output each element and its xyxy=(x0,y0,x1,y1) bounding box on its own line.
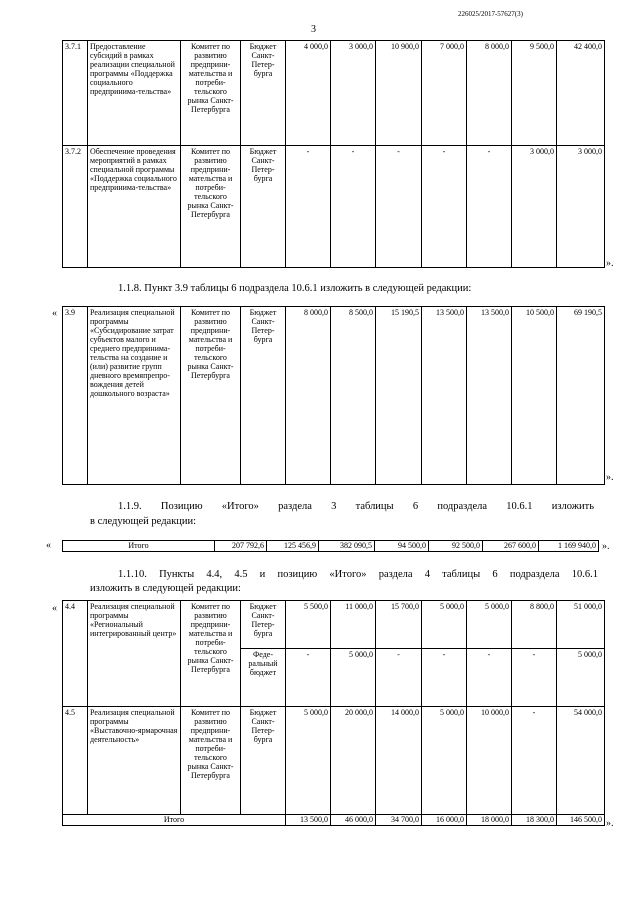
row-name: Обеспечение проведения мероприятий в рамках специальной программы «Поддержка социального предпринима-тельства» xyxy=(88,146,181,268)
row-value: 10 000,0 xyxy=(467,707,512,815)
total-sum: 146 500,0 xyxy=(557,815,605,826)
row-value: 14 000,0 xyxy=(376,707,422,815)
total-value: 46 000,0 xyxy=(331,815,376,826)
row-value: 3 000,0 xyxy=(331,41,376,146)
row-source: Бюджет Санкт-Петер-бурга xyxy=(241,41,286,146)
row-value: 7 000,0 xyxy=(422,41,467,146)
row-name: Реализация специальной программы «Субсидирование затрат субъектов малого и среднего предпринима-тельства на создание и (или) развитие групп дневного времяпрепро-вождения детей дошкольного возраста» xyxy=(88,307,181,485)
row-source: Бюджет Санкт-Петер-бурга xyxy=(241,146,286,268)
row-number: 3.7.2 xyxy=(63,146,88,268)
paragraph-1-1-10: 1.1.10. Пункты 4.4, 4.5 и позицию «Итого» раздела 4 таблицы 6 подраздела 10.6.1 xyxy=(118,569,598,580)
row-source: Феде-ральный бюджет xyxy=(241,649,286,707)
opening-quote: « xyxy=(46,540,51,551)
closing-quote: ». xyxy=(606,472,614,483)
closing-quote: ». xyxy=(602,541,610,552)
row-value: 8 000,0 xyxy=(467,41,512,146)
row-name: Реализация специальной программы «Региональный интегрированный центр» xyxy=(88,601,181,707)
total-value: 125 456,9 xyxy=(267,541,319,552)
row-value: 5 000,0 xyxy=(286,707,331,815)
row-number: 3.7.1 xyxy=(63,41,88,146)
total-label: Итого xyxy=(63,815,286,826)
table-row xyxy=(63,815,605,826)
table-item-3-9 xyxy=(62,306,605,485)
total-sum: 1 169 940,0 xyxy=(539,541,599,552)
row-value: 8 000,0 xyxy=(286,307,331,485)
row-number: 4.5 xyxy=(63,707,88,815)
row-value: - xyxy=(512,707,557,815)
row-number: 4.4 xyxy=(63,601,88,707)
row-value: 9 500,0 xyxy=(512,41,557,146)
row-value: 5 000,0 xyxy=(467,601,512,649)
row-value: 10 500,0 xyxy=(512,307,557,485)
total-value: 34 700,0 xyxy=(376,815,422,826)
paragraph-1-1-8: 1.1.8. Пункт 3.9 таблицы 6 подраздела 10.6.1 изложить в следующей редакции: xyxy=(118,283,472,294)
row-number: 3.9 xyxy=(63,307,88,485)
row-value: 13 500,0 xyxy=(467,307,512,485)
page-number: 3 xyxy=(311,24,316,35)
row-name: Реализация специальной программы «Выставочно-ярмарочная деятельность» xyxy=(88,707,181,815)
row-value: - xyxy=(331,146,376,268)
document-id: 226025/2017-57627(3) xyxy=(458,10,523,18)
row-value: - xyxy=(422,146,467,268)
row-value: 8 500,0 xyxy=(331,307,376,485)
row-value: 15 190,5 xyxy=(376,307,422,485)
table-row xyxy=(63,541,599,552)
row-total: 42 400,0 xyxy=(557,41,605,146)
row-organization: Комитет по развитию предприни-мательства и потреби-тельского рынка Санкт-Петербурга xyxy=(181,146,241,268)
row-value: 11 000,0 xyxy=(331,601,376,649)
row-value: 20 000,0 xyxy=(331,707,376,815)
table-total-section-3 xyxy=(62,540,599,552)
row-name: Предоставление субсидий в рамках реализации специальной программы «Поддержка социального предпринима-тельства» xyxy=(88,41,181,146)
row-value: 5 000,0 xyxy=(422,707,467,815)
row-value: 5 000,0 xyxy=(331,649,376,707)
total-value: 94 500,0 xyxy=(375,541,429,552)
table-row xyxy=(63,707,605,815)
total-label: Итого xyxy=(63,541,215,552)
row-value: - xyxy=(512,649,557,707)
row-value: 5 500,0 xyxy=(286,601,331,649)
total-value: 92 500,0 xyxy=(429,541,483,552)
row-value: 10 900,0 xyxy=(376,41,422,146)
row-value: 3 000,0 xyxy=(512,146,557,268)
row-total: 5 000,0 xyxy=(557,649,605,707)
row-value: 15 700,0 xyxy=(376,601,422,649)
paragraph-1-1-9-cont: в следующей редакции: xyxy=(90,516,197,527)
row-total: 69 190,5 xyxy=(557,307,605,485)
row-value: - xyxy=(376,146,422,268)
row-value: - xyxy=(376,649,422,707)
total-value: 207 792,6 xyxy=(215,541,267,552)
opening-quote: « xyxy=(52,308,57,319)
row-organization: Комитет по развитию предприни-мательства и потреби-тельского рынка Санкт-Петербурга xyxy=(181,707,241,815)
table-section-3-7 xyxy=(62,40,605,268)
row-source: Бюджет Санкт-Петер-бурга xyxy=(241,707,286,815)
row-value: - xyxy=(286,649,331,707)
closing-quote: ». xyxy=(606,818,614,829)
closing-quote: ». xyxy=(606,258,614,269)
row-value: - xyxy=(286,146,331,268)
row-total: 51 000,0 xyxy=(557,601,605,649)
table-row xyxy=(63,41,605,146)
row-total: 3 000,0 xyxy=(557,146,605,268)
paragraph-1-1-10-cont: изложить в следующей редакции: xyxy=(90,583,241,594)
total-value: 267 600,0 xyxy=(483,541,539,552)
row-value: - xyxy=(422,649,467,707)
opening-quote: « xyxy=(52,603,57,614)
table-section-4 xyxy=(62,600,605,826)
row-value: 4 000,0 xyxy=(286,41,331,146)
row-organization: Комитет по развитию предприни-мательства и потреби-тельского рынка Санкт-Петербурга xyxy=(181,41,241,146)
total-value: 16 000,0 xyxy=(422,815,467,826)
total-value: 382 090,5 xyxy=(319,541,375,552)
table-row xyxy=(63,146,605,268)
total-value: 18 300,0 xyxy=(512,815,557,826)
row-value: 5 000,0 xyxy=(422,601,467,649)
row-organization: Комитет по развитию предприни-мательства и потреби-тельского рынка Санкт-Петербурга xyxy=(181,307,241,485)
row-source: Бюджет Санкт-Петер-бурга xyxy=(241,601,286,649)
row-organization: Комитет по развитию предприни-мательства и потреби-тельского рынка Санкт-Петербурга xyxy=(181,601,241,707)
table-row xyxy=(63,601,605,649)
total-value: 18 000,0 xyxy=(467,815,512,826)
row-value: - xyxy=(467,146,512,268)
table-row xyxy=(63,307,605,485)
row-value: 8 800,0 xyxy=(512,601,557,649)
row-source: Бюджет Санкт-Петер-бурга xyxy=(241,307,286,485)
row-total: 54 000,0 xyxy=(557,707,605,815)
row-value: 13 500,0 xyxy=(422,307,467,485)
total-value: 13 500,0 xyxy=(286,815,331,826)
paragraph-1-1-9: 1.1.9. Позицию «Итого» раздела 3 таблицы 6 подраздела 10.6.1 изложить xyxy=(118,501,594,512)
row-value: - xyxy=(467,649,512,707)
